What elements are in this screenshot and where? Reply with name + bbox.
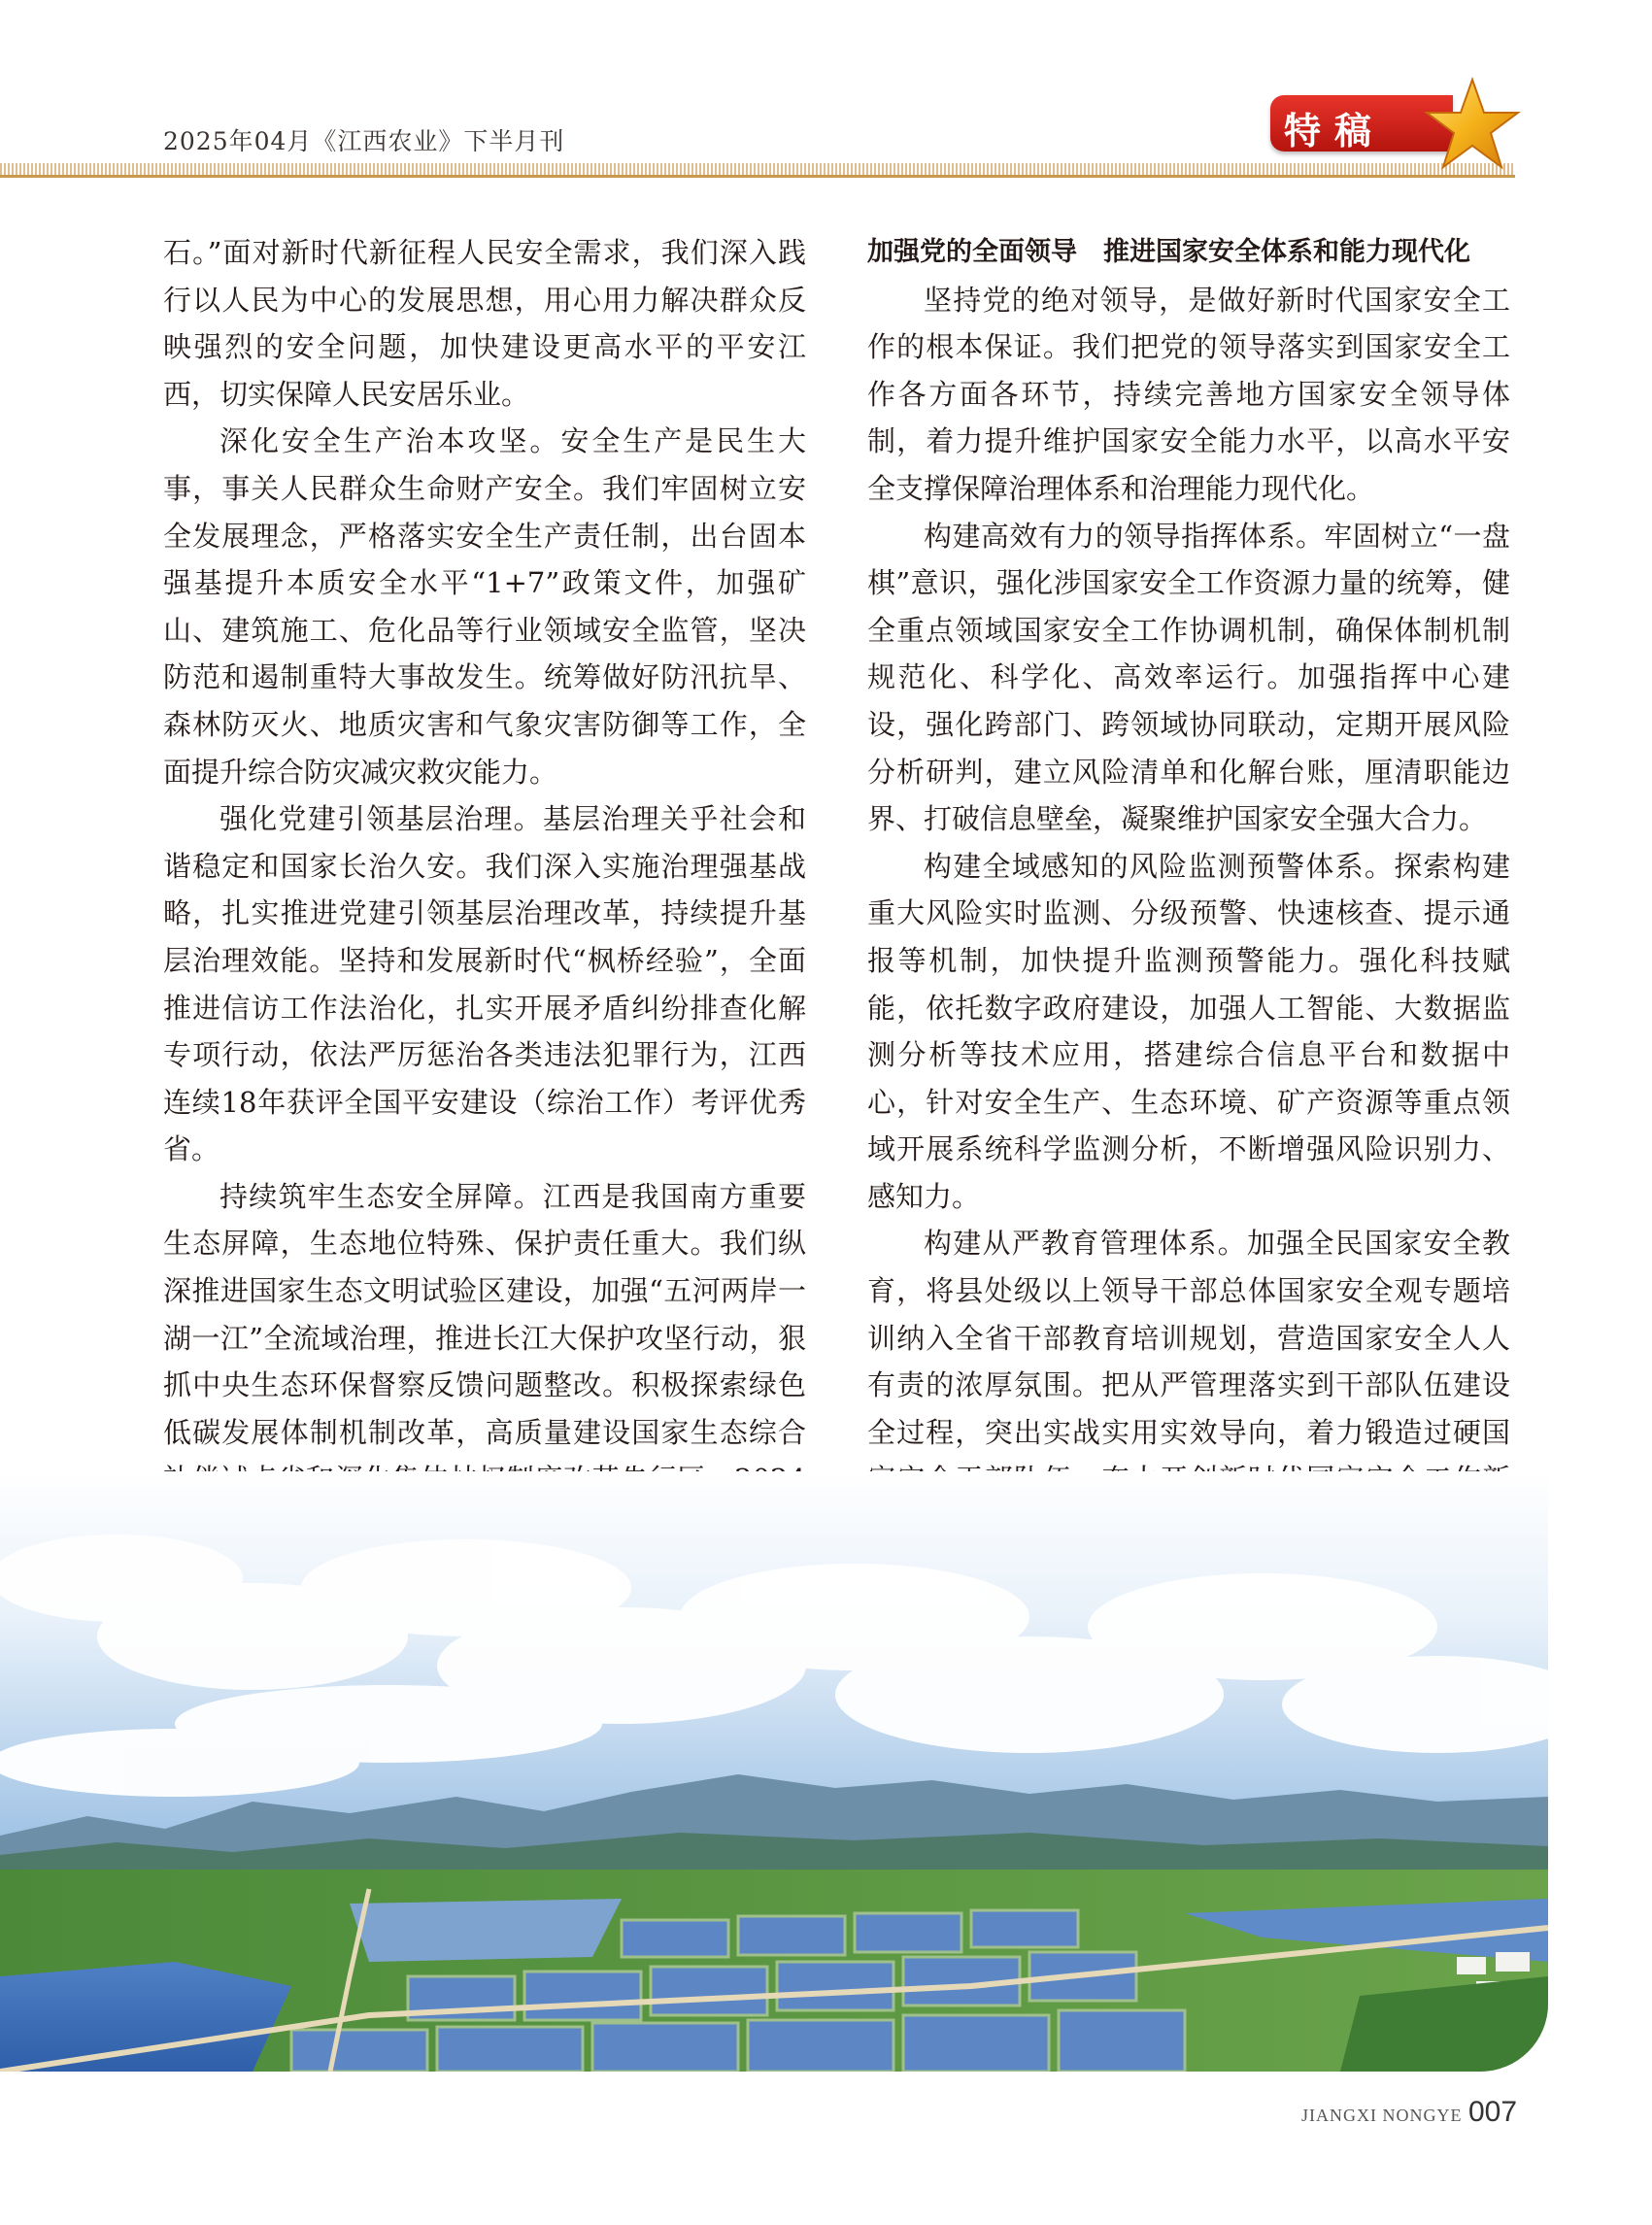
section-heading: 加强党的全面领导 推进国家安全体系和能力现代化 bbox=[867, 237, 1470, 267]
paragraph: 持续筑牢生态安全屏障。江西是我国南方重要生态屏障，生态地位特殊、保护责任重大。我们纵深推进国家生态文明试验区建设，加强“五河两岸一湖一江”全流域治理，推进长江大保护攻坚行动，狠抓中央生态环保督察反馈问题整改。积极探索绿色低碳发展体制机制改革，高质量建设国家生态综合 bbox=[163, 1179, 806, 1449]
paragraph: 构建全域感知的风险监测预警体系。探索构建重大风险实时监测、分级预警、快速核查、提示通报等机制，加快提升监测预警能力。强化科技赋能，依托数字政府建设，加强人工智能、大数据监测分析等技术应用，搭建综合信息平台和数据中心，针对安全生产、生态环境、矿产资源等重点领域开展系统科学监测分析，不断增强风险识别力、感知力。 bbox=[867, 849, 1510, 1213]
footer-magazine-name: JIANGXI NONGYE bbox=[1301, 2106, 1463, 2125]
header-divider-line bbox=[0, 175, 1515, 178]
landscape-illustration bbox=[0, 1471, 1548, 2072]
left-text-column bbox=[163, 229, 806, 1645]
paragraph: 石。”面对新时代新征程人民安全需求，我们深入践行以人民为中心的发展思想，用心用力解决群众反映强烈的安全问题，加快建设更高水平的平安江西，切实保障人民安居乐业。 bbox=[163, 236, 806, 411]
star-icon bbox=[1424, 76, 1521, 173]
aerial-landscape-photo bbox=[0, 1471, 1548, 2072]
right-text-column bbox=[867, 229, 1510, 1645]
page-number: 007 bbox=[1468, 2096, 1518, 2128]
paragraph: 构建从严教育管理体系。加强全民国家安全教育，将县处级以上领导干部总体国家安全观专题培训纳入全省干部教育培训规划，营造国家安全人人有责的浓厚氛围。把从严管理落实到干部队伍建设全过程，突出实战实用实效导向，着力锻造过硬国 bbox=[867, 1227, 1510, 1449]
magazine-issue-title: 2025年04月《江西农业》下半月刊 bbox=[163, 127, 565, 155]
paragraph: 强化党建引领基层治理。基层治理关乎社会和谐稳定和国家长治久安。我们深入实施治理强基战略，扎实推进党建引领基层治理改革，持续提升基层治理效能。坚持和发展新时代“枫桥经验”，全面推进信访工作法治化，扎实开展矛盾纠纷排查化解专项行动，依法严厉惩治各类违法犯罪行为，江西连续18年获评全国平安建设（综治工作）考评优秀省。 bbox=[163, 802, 806, 1166]
paragraph: 深化安全生产治本攻坚。安全生产是民生大事，事关人民群众生命财产安全。我们牢固树立安全发展理念，严格落实安全生产责任制，出台固本强基提升本质安全水平“1+7”政策文件，加强矿山、建筑施工、危化品等行业领域安全监管，坚决防范和遏制重特大事故发生。统筹做好防汛抗旱、森林防灭火、地质灾害和气象灾害防御等工作，全面提升综合防灾减灾救灾能力。 bbox=[163, 424, 806, 789]
paragraph: 构建高效有力的领导指挥体系。牢固树立“一盘棋”意识，强化涉国家安全工作资源力量的统筹，健全重点领域国家安全工作协调机制，确保体制机制规范化、科学化、高效率运行。加强指挥中心建设，强化跨部门、跨领域协同联动，定期开展风险分析研判，建立风险清单和化解台账，厘清职能边界、打破信息壁垒，凝聚维护国家安全强大合力。 bbox=[867, 519, 1510, 836]
section-tag-label: 特稿 bbox=[1284, 110, 1386, 152]
paragraph: 坚持党的绝对领导，是做好新时代国家安全工作的根本保证。我们把党的领导落实到国家安全工作各方面各环节，持续完善地方国家安全领导体制，着力提升维护国家安全能力水平，以高水平安全支撑保障治理体系和治理能力现代化。 bbox=[867, 283, 1510, 505]
